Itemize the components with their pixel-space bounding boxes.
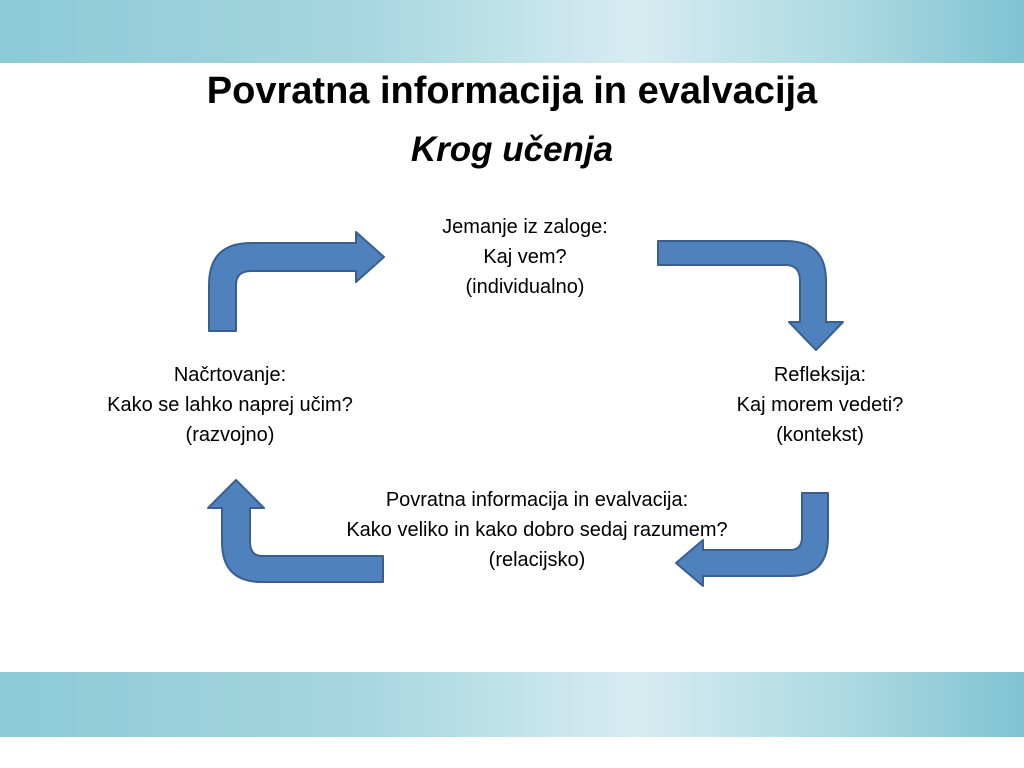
cycle-step-left bbox=[60, 360, 400, 450]
cycle-step-right bbox=[680, 360, 960, 450]
step-bottom-type: (relacijsko) bbox=[488, 549, 586, 571]
step-left-heading: Načrtovanje: bbox=[173, 364, 287, 386]
step-bottom-heading: Povratna informacija in evalvacija: bbox=[385, 489, 689, 511]
step-left-question: Kako se lahko naprej učim? bbox=[107, 394, 353, 416]
arrow-up-right bbox=[209, 232, 384, 331]
step-right-heading: Refleksija: bbox=[773, 364, 867, 386]
step-top-heading: Jemanje iz zaloge: bbox=[442, 216, 608, 238]
cycle-step-top bbox=[362, 212, 688, 302]
slide-subtitle: Krog učenja bbox=[410, 130, 614, 169]
cycle-step-bottom bbox=[287, 485, 787, 575]
slide-title: Povratna informacija in evalvacija bbox=[206, 70, 818, 112]
step-top-question: Kaj vem? bbox=[483, 246, 567, 268]
step-bottom-question: Kako veliko in kako dobro sedaj razumem? bbox=[346, 519, 728, 541]
step-right-question: Kaj morem vedeti? bbox=[736, 394, 904, 416]
step-right-type: (kontekst) bbox=[776, 424, 864, 446]
step-left-type: (razvojno) bbox=[185, 424, 275, 446]
step-top-type: (individualno) bbox=[465, 276, 585, 298]
